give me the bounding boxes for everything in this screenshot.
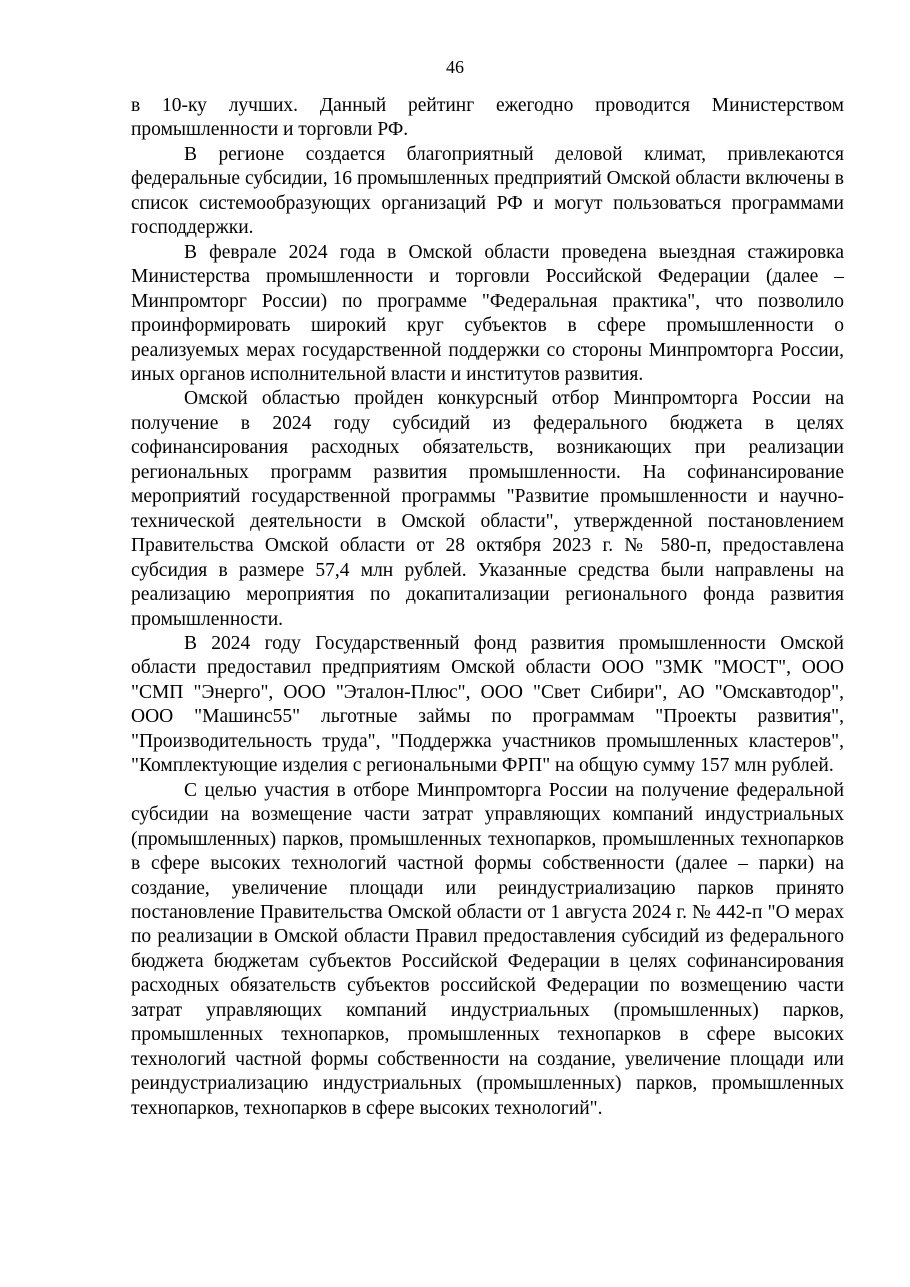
paragraph: в 10-ку лучших. Данный рейтинг ежегодно проводится Министерством промышленности и торговли РФ. (131, 95, 844, 141)
document-body (131, 94, 844, 1121)
page-number: 46 (446, 57, 464, 77)
paragraph: В регионе создается благоприятный деловой климат, привлекаются федеральные субсидии, 16 промышленных предприятий Омской области включены в список системообразующих организаций РФ и могут пользоваться программами господдержки. (131, 143, 844, 239)
paragraph: В 2024 году Государственный фонд развития промышленности Омской области предоставил предприятиям Омской области ООО "ЗМК "МОСТ", ООО "СМП "Энерго", ООО "Эталон-Плюс", ООО "Свет Сибири", АО "Омскавтодор", ООО "Машинс55" льготные займы по программам "Проекты развития", "Производительность труда", "Поддержка участников промышленных кластеров", "Комплектующие изделия с региональными ФРП" на общую сумму 157 млн рублей. (131, 632, 844, 777)
paragraph: В феврале 2024 года в Омской области проведена выездная стажировка Министерства промышленности и торговли Российской Федерации (далее – Минпромторг России) по программе "Федеральная практика", что позволило проинформировать широкий круг субъектов в сфере промышленности о реализуемых мерах государственной поддержки со стороны Минпромторга России, иных органов исполнительной власти и институтов развития. (131, 241, 844, 385)
paragraph: Омской областью пройден конкурсный отбор Минпромторга России на получение в 2024 году субсидий из федерального бюджета в целях софинансирования расходных обязательств, возникающих при реализации региональных программ развития промышленности. На софинансирование мероприятий государственной программы "Развитие промышленности и научно-технической деятельности в Омской области", утвержденной постановлением Правительства Омской области от 28 октября 2023 г. № 580-п, предоставлена субсидия в размере 57,4 млн рублей. Указанные средства были направлены на реализацию мероприятия по докапитализации регионального фонда развития промышленности. (131, 388, 844, 630)
paragraph: С целью участия в отборе Минпромторга России на получение федеральной субсидии на возмещение части затрат управляющих компаний индустриальных (промышленных) парков, промышленных технопарков, промышленных технопарков в сфере высоких технологий частной формы собственности (далее – парки) на создание, увеличение площади или реиндустриализацию парков принято постановление Правительства Омской области от 1 августа 2024 г. № 442-п "О мерах по реализации в Омской области Правил предоставления субсидий из федерального бюджета бюджетам субъектов Российской Федерации в целях софинансирования расходных обязательств субъектов российской Федерации по возмещению части затрат управляющих компаний индустриальных (промышленных) парков, промышленных технопарков, промышленных технопарков в сфере высоких технологий частной формы собственности на создание, увеличение площади или реиндустриализацию индустриальных (промышленных) парков, промышленных технопарков, технопарков в сфере высоких технологий". (131, 779, 844, 1119)
